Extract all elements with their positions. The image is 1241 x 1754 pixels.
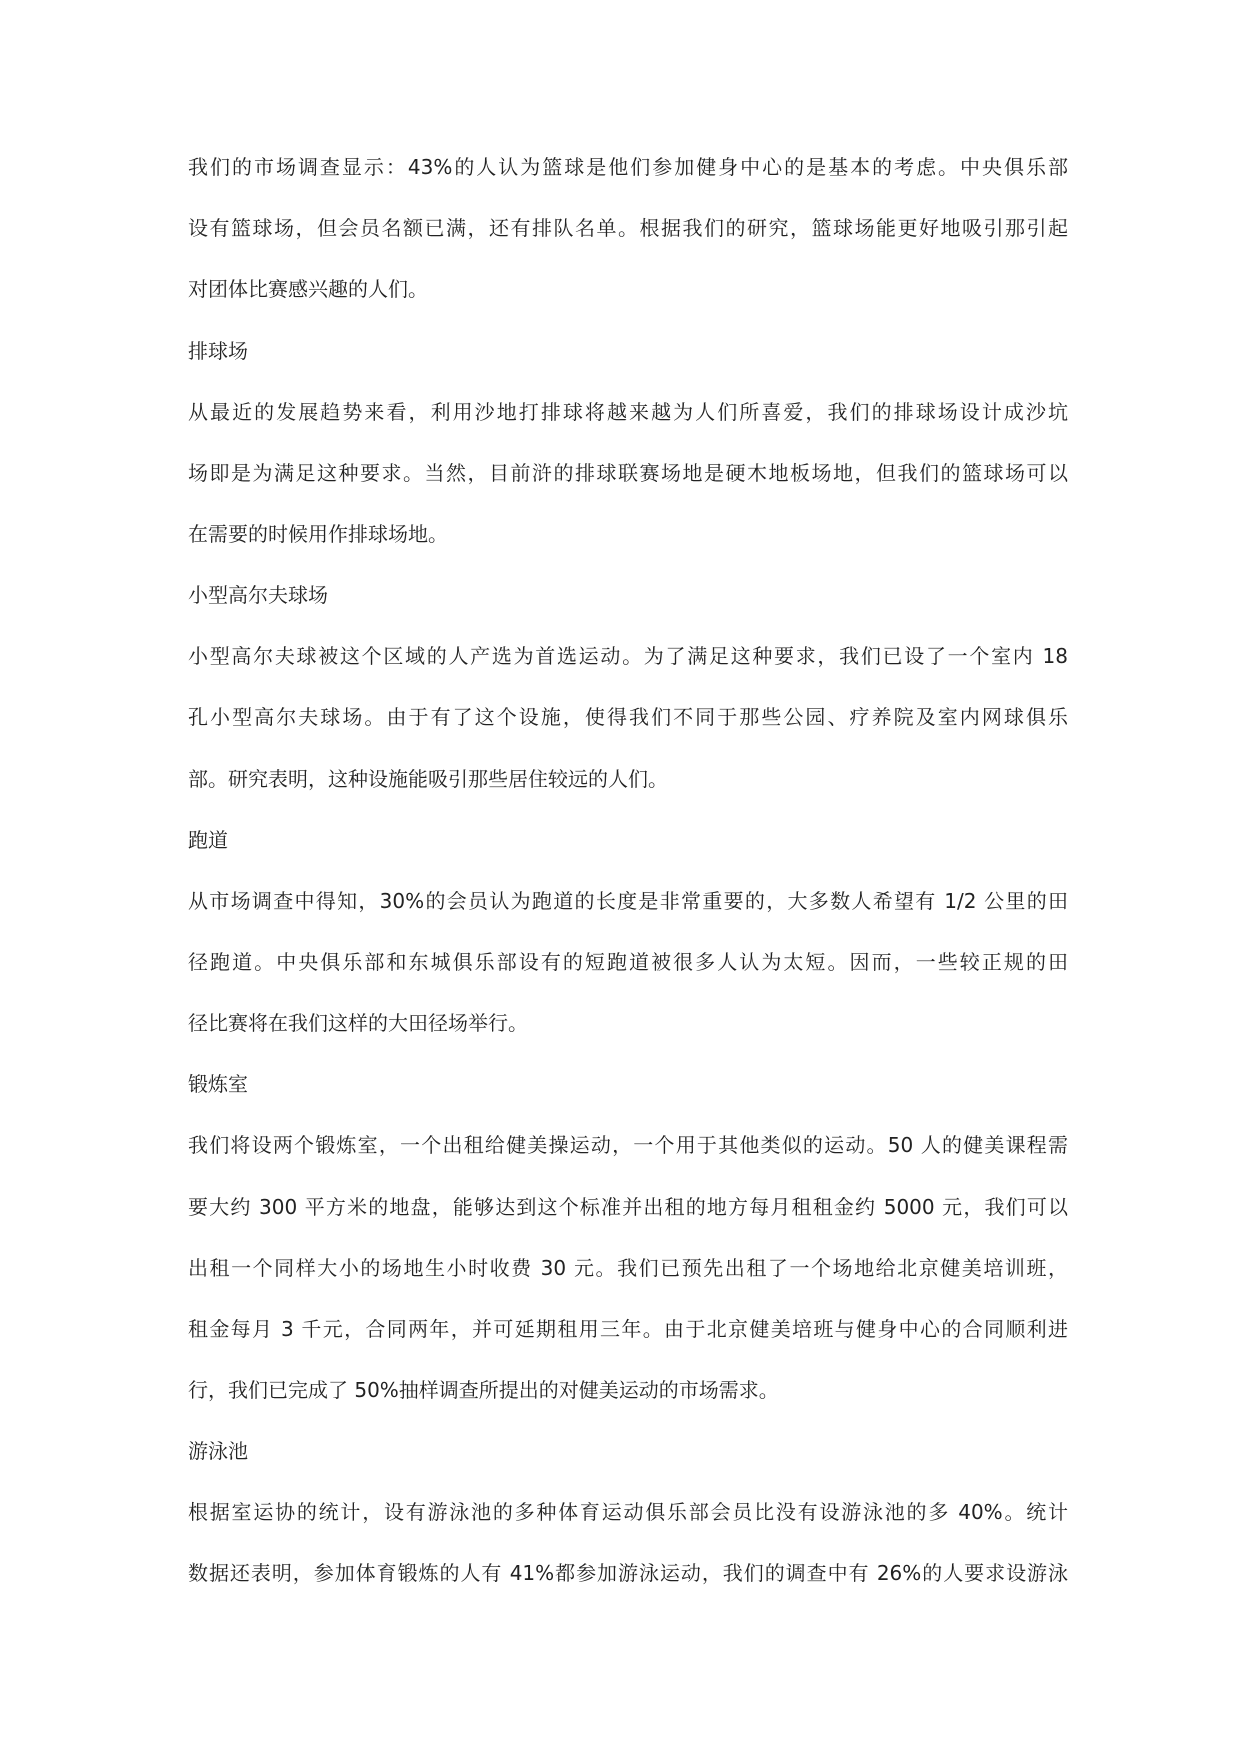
body-line: 我们将设两个锻炼室，一个出租给健美操运动，一个用于其他类似的运动。50 人的健美课程需	[188, 1133, 1068, 1157]
section-heading-track: 跑道	[188, 828, 228, 852]
body-line: 从最近的发展趋势来看，利用沙地打排球将越来越为人们所喜爱，我们的排球场设计成沙坑	[188, 400, 1068, 424]
section-heading-swimming-pool: 游泳池	[188, 1439, 248, 1463]
body-line: 在需要的时候用作排球场地。	[188, 522, 448, 546]
body-line: 径跑道。中央俱乐部和东城俱乐部设有的短跑道被很多人认为太短。因而，一些较正规的田	[188, 950, 1068, 974]
body-line: 径比赛将在我们这样的大田径场举行。	[188, 1011, 528, 1035]
body-line: 孔小型高尔夫球场。由于有了这个设施，使得我们不同于那些公园、疗养院及室内网球俱乐	[188, 705, 1068, 729]
body-line: 部。研究表明，这种设施能吸引那些居住较远的人们。	[188, 767, 668, 791]
body-line: 对团体比赛感兴趣的人们。	[188, 277, 428, 301]
body-line: 出租一个同样大小的场地生小时收费 30 元。我们已预先出租了一个场地给北京健美培训班，	[188, 1256, 1068, 1280]
body-line: 我们的市场调查显示：43%的人认为篮球是他们参加健身中心的是基本的考虑。中央俱乐部	[188, 155, 1068, 179]
body-line: 小型高尔夫球被这个区域的人产选为首选运动。为了满足这种要求，我们已设了一个室内 18	[188, 644, 1068, 668]
section-heading-mini-golf: 小型高尔夫球场	[188, 583, 328, 607]
body-line: 设有篮球场，但会员名额已满，还有排队名单。根据我们的研究，篮球场能更好地吸引那引起	[188, 216, 1068, 240]
body-line: 要大约 300 平方米的地盘，能够达到这个标准并出租的地方每月租租金约 5000 元，我们可以	[188, 1195, 1068, 1219]
section-heading-volleyball: 排球场	[188, 339, 248, 363]
body-line: 根据室运协的统计，设有游泳池的多种体育运动俱乐部会员比没有设游泳池的多 40%。统计	[188, 1500, 1068, 1524]
section-heading-exercise-room: 锻炼室	[188, 1072, 248, 1096]
body-line: 租金每月 3 千元，合同两年，并可延期租用三年。由于北京健美培班与健身中心的合同顺利进	[188, 1317, 1068, 1341]
body-line: 从市场调查中得知，30%的会员认为跑道的长度是非常重要的，大多数人希望有 1/2 公里的田	[188, 889, 1068, 913]
body-line: 行，我们已完成了 50%抽样调查所提出的对健美运动的市场需求。	[188, 1378, 779, 1402]
body-line: 数据还表明，参加体育锻炼的人有 41%都参加游泳运动，我们的调查中有 26%的人要求设游泳	[188, 1561, 1068, 1585]
body-line: 场即是为满足这种要求。当然，目前浒的排球联赛场地是硬木地板场地，但我们的篮球场可以	[188, 461, 1068, 485]
